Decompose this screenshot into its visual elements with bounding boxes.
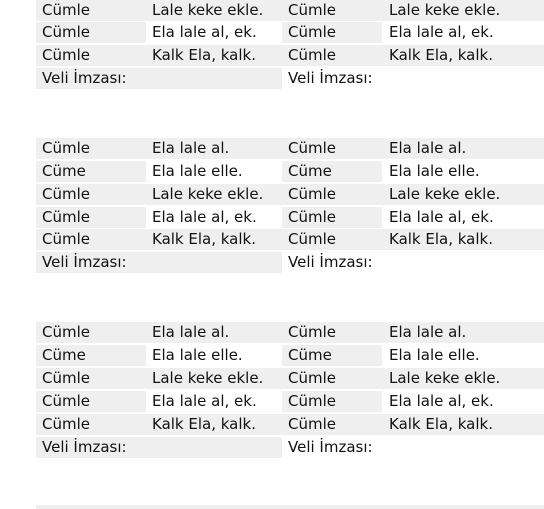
block2-row-1-left-label: Cümle [36, 138, 146, 159]
block2-row-3 [36, 184, 544, 205]
block1-row-1-left-label: Cümle [36, 0, 146, 21]
block3-signature-row [36, 437, 544, 458]
block3-row-5-left-label: Cümle [36, 414, 146, 435]
block3-row-2-right-sentence: Ela lale elle. [389, 346, 480, 364]
block3-row-3 [36, 368, 544, 389]
block3-row-2-right-label: Cüme [282, 345, 382, 366]
block3-row-1-left-sentence: Ela lale al. [146, 322, 282, 343]
block2-parent-signature-left: Veli İmzası: [36, 252, 282, 273]
block3-parent-signature-left: Veli İmzası: [36, 437, 282, 458]
block2-row-1 [36, 138, 544, 159]
block3-row-4-right-label: Cümle [282, 391, 382, 412]
block2-row-4-right-sentence: Ela lale al, ek. [389, 208, 494, 226]
block2-row-5-right-sentence: Kalk Ela, kalk. [382, 229, 544, 250]
block1-row-3-right-sentence: Kalk Ela, kalk. [382, 45, 544, 66]
block3-row-2-left-sentence: Ela lale elle. [152, 346, 243, 364]
block2-parent-signature-right: Veli İmzası: [288, 253, 373, 271]
block1-row-3-right-label: Cümle [282, 45, 382, 66]
block2-row-5-right-label: Cümle [282, 229, 382, 250]
block2-row-4-left-sentence: Ela lale al, ek. [152, 208, 257, 226]
block1-row-1-right-label: Cümle [282, 0, 382, 21]
block2-row-2-right-sentence: Ela lale elle. [389, 162, 480, 180]
block1-signature-row [36, 68, 544, 89]
block3-row-3-left-label: Cümle [36, 368, 146, 389]
block2-row-2 [36, 161, 544, 182]
block2-row-4-right-label: Cümle [282, 207, 382, 228]
block3-row-3-right-label: Cümle [282, 368, 382, 389]
block3-row-1-right-sentence: Ela lale al. [382, 322, 544, 343]
block1-row-2 [36, 22, 544, 43]
block3-row-5-right-label: Cümle [282, 414, 382, 435]
block1-row-2-right-label: Cümle [282, 22, 382, 43]
block1-row-3-left-sentence: Kalk Ela, kalk. [146, 45, 282, 66]
block3-row-5-right-sentence: Kalk Ela, kalk. [382, 414, 544, 435]
block3-row-5 [36, 414, 544, 435]
block2-row-3-right-sentence: Lale keke ekle. [382, 184, 544, 205]
block3-row-2 [36, 345, 544, 366]
block3-row-3-right-sentence: Lale keke ekle. [382, 368, 544, 389]
block2-row-2-left-label: Cüme [36, 161, 146, 182]
block3-row-2-left-label: Cüme [36, 345, 146, 366]
block3-row-5-left-sentence: Kalk Ela, kalk. [146, 414, 282, 435]
block2-row-1-left-sentence: Ela lale al. [146, 138, 282, 159]
block3-row-1 [36, 322, 544, 343]
block3-row-4-left-sentence: Ela lale al, ek. [152, 392, 257, 410]
block3-row-4-right-sentence: Ela lale al, ek. [389, 392, 494, 410]
block1-row-1-right-sentence: Lale keke ekle. [382, 0, 544, 21]
block3-row-3-left-sentence: Lale keke ekle. [146, 368, 282, 389]
block3-row-4-left-label: Cümle [36, 391, 146, 412]
block2-row-4 [36, 207, 544, 228]
block2-signature-row [36, 252, 544, 273]
block3-row-4 [36, 391, 544, 412]
block1-row-2-left-sentence: Ela lale al, ek. [152, 23, 257, 41]
block2-row-1-right-label: Cümle [282, 138, 382, 159]
block1-parent-signature-right: Veli İmzası: [288, 69, 373, 87]
block2-row-1-right-sentence: Ela lale al. [382, 138, 544, 159]
block2-row-4-left-label: Cümle [36, 207, 146, 228]
block2-row-5 [36, 229, 544, 250]
block3-parent-signature-right: Veli İmzası: [288, 438, 373, 456]
next-block-top-edge [36, 505, 544, 509]
block3-row-1-left-label: Cümle [36, 322, 146, 343]
block1-row-2-right-sentence: Ela lale al, ek. [389, 23, 494, 41]
block1-row-3-left-label: Cümle [36, 45, 146, 66]
block1-row-3 [36, 45, 544, 66]
block2-row-3-right-label: Cümle [282, 184, 382, 205]
block1-row-2-left-label: Cümle [36, 22, 146, 43]
block1-row-1 [36, 0, 544, 21]
block2-row-5-left-label: Cümle [36, 229, 146, 250]
block1-parent-signature-left: Veli İmzası: [36, 68, 282, 89]
block3-row-1-right-label: Cümle [282, 322, 382, 343]
block2-row-2-right-label: Cüme [282, 161, 382, 182]
block2-row-3-left-label: Cümle [36, 184, 146, 205]
block2-row-3-left-sentence: Lale keke ekle. [146, 184, 282, 205]
block2-row-5-left-sentence: Kalk Ela, kalk. [146, 229, 282, 250]
block2-row-2-left-sentence: Ela lale elle. [152, 162, 243, 180]
block1-row-1-left-sentence: Lale keke ekle. [146, 0, 282, 21]
